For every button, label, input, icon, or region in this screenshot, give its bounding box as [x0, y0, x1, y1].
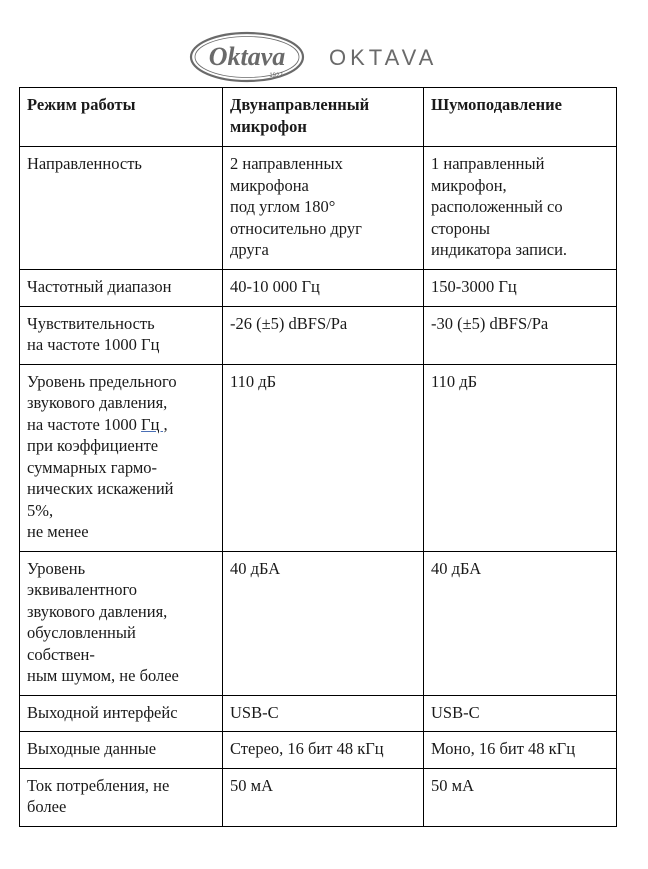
row-noise-cancel-value: -30 (±5) dBFS/Pa	[424, 306, 617, 364]
svg-text:Oktava: Oktava	[208, 42, 286, 71]
table-row	[20, 147, 617, 270]
row-bidirectional-value: -26 (±5) dBFS/Pa	[223, 306, 424, 364]
table-row	[20, 732, 617, 769]
row-noise-cancel-value: 1 направленный микрофон, расположенный со стороны индикатора записи.	[424, 147, 617, 270]
row-bidirectional-value: 40-10 000 Гц	[223, 270, 424, 307]
brand-logo	[188, 30, 458, 86]
row-bidirectional-value: 110 дБ	[223, 364, 424, 551]
table-row	[20, 695, 617, 732]
table-row	[20, 768, 617, 826]
row-bidirectional-value: 50 мА	[223, 768, 424, 826]
row-param: Выходной интерфейс	[20, 695, 223, 732]
brand-wordmark: OKTAVA	[329, 45, 438, 70]
row-bidirectional-value: 2 направленных микрофона под углом 180° относительно друг друга	[223, 147, 424, 270]
row-param: Ток потребления, не более	[20, 768, 223, 826]
spellcheck-marked-word: Гц ,	[141, 414, 168, 434]
row-param: Частотный диапазон	[20, 270, 223, 307]
header-noise-cancel: Шумоподавление	[424, 88, 617, 147]
row-param: Направленность	[20, 147, 223, 270]
row-noise-cancel-value: USB-C	[424, 695, 617, 732]
param-text: при коэффициенте суммарных гармо- нических искажений 5%, не менее	[27, 436, 174, 541]
row-param: Уровень эквивалентного звукового давления, обусловленный собствен- ным шумом, не более	[20, 551, 223, 695]
row-noise-cancel-value: 150-3000 Гц	[424, 270, 617, 307]
row-noise-cancel-value: Моно, 16 бит 48 кГц	[424, 732, 617, 769]
row-bidirectional-value: Стерео, 16 бит 48 кГц	[223, 732, 424, 769]
header-bidirectional: Двунаправленный микрофон	[223, 88, 424, 147]
param-text: Уровень предельного звукового давления, на частоте 1000	[27, 371, 177, 434]
row-param: Чувствительность на частоте 1000 Гц	[20, 306, 223, 364]
row-param: Выходные данные	[20, 732, 223, 769]
table-header-row	[20, 88, 617, 147]
row-param	[20, 364, 223, 551]
spec-table	[19, 87, 617, 827]
row-noise-cancel-value: 50 мА	[424, 768, 617, 826]
row-bidirectional-value: 40 дБА	[223, 551, 424, 695]
svg-text:1927: 1927	[269, 73, 283, 79]
row-noise-cancel-value: 40 дБА	[424, 551, 617, 695]
row-noise-cancel-value: 110 дБ	[424, 364, 617, 551]
row-bidirectional-value: USB-C	[223, 695, 424, 732]
table-row	[20, 551, 617, 695]
header-mode: Режим работы	[20, 88, 223, 147]
table-row	[20, 270, 617, 307]
oktava-emblem	[188, 30, 306, 84]
table-row	[20, 306, 617, 364]
table-row	[20, 364, 617, 551]
